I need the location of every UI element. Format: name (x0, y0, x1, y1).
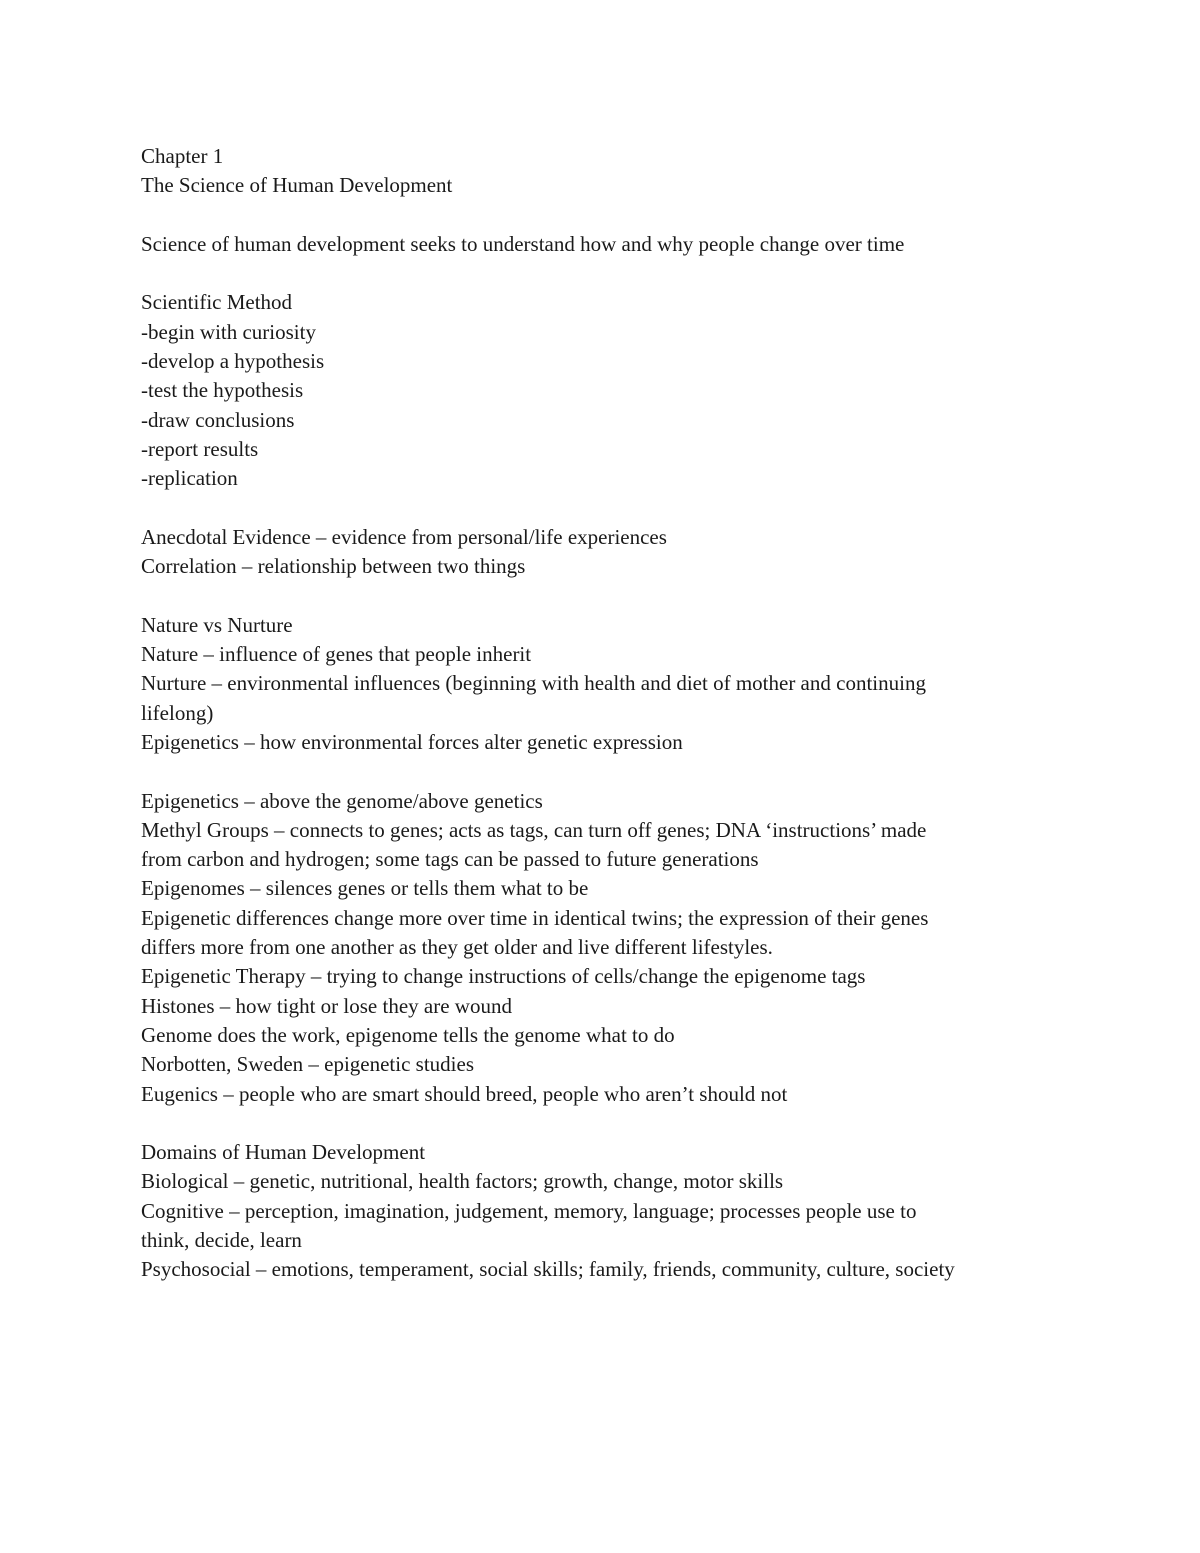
genome-note: Genome does the work, epigenome tells the genome what to do (141, 1022, 675, 1047)
biological-domain: Biological – genetic, nutritional, health factors; growth, change, motor skills (141, 1169, 784, 1194)
twins-note-line1: Epigenetic differences change more over time in identical twins; the expression of their genes (141, 905, 929, 930)
blank-line (141, 1109, 1061, 1138)
document-body (141, 142, 1061, 1285)
cognitive-domain-line2: think, decide, learn (141, 1227, 302, 1252)
nurture-definition-line1: Nurture – environmental influences (beginning with health and diet of mother and continuing (141, 671, 926, 696)
method-step: -report results (141, 436, 259, 461)
cognitive-domain-line1: Cognitive – perception, imagination, judgement, memory, language; processes people use to (141, 1198, 917, 1223)
epigenetics-brief-definition: Epigenetics – how environmental forces alter genetic expression (141, 729, 683, 754)
nature-nurture-heading: Nature vs Nurture (141, 612, 293, 637)
blank-line (141, 581, 1061, 610)
blank-line (141, 494, 1061, 523)
histones-definition: Histones – how tight or lose they are wound (141, 993, 512, 1018)
blank-line (141, 201, 1061, 230)
norbotten-note: Norbotten, Sweden – epigenetic studies (141, 1052, 475, 1077)
epigenetics-definition: Epigenetics – above the genome/above genetics (141, 788, 543, 813)
eugenics-definition: Eugenics – people who are smart should breed, people who aren’t should not (141, 1081, 788, 1106)
method-step: -test the hypothesis (141, 378, 304, 403)
anecdotal-evidence-definition: Anecdotal Evidence – evidence from personal/life experiences (141, 524, 667, 549)
method-step: -develop a hypothesis (141, 349, 325, 374)
blank-line (141, 259, 1061, 288)
blank-line (141, 757, 1061, 786)
correlation-definition: Correlation – relationship between two things (141, 554, 526, 579)
epigenetic-therapy-definition: Epigenetic Therapy – trying to change instructions of cells/change the epigenome tags (141, 964, 866, 989)
methyl-groups-line1: Methyl Groups – connects to genes; acts as tags, can turn off genes; DNA ‘instructions’ made (141, 817, 927, 842)
chapter-label: Chapter 1 (141, 144, 224, 168)
chapter-title: The Science of Human Development (141, 173, 453, 198)
method-step: -begin with curiosity (141, 319, 316, 344)
nature-definition: Nature – influence of genes that people inherit (141, 642, 532, 667)
psychosocial-domain: Psychosocial – emotions, temperament, social skills; family, friends, community, culture, society (141, 1257, 955, 1282)
nurture-definition-line2: lifelong) (141, 700, 214, 725)
epigenomes-definition: Epigenomes – silences genes or tells them what to be (141, 876, 589, 901)
methyl-groups-line2: from carbon and hydrogen; some tags can be passed to future generations (141, 847, 759, 872)
domains-heading: Domains of Human Development (141, 1140, 426, 1165)
scientific-method-heading: Scientific Method (141, 290, 293, 315)
intro-text: Science of human development seeks to understand how and why people change over time (141, 231, 905, 256)
method-step: -replication (141, 466, 238, 491)
twins-note-line2: differs more from one another as they get older and live different lifestyles. (141, 935, 773, 960)
method-step: -draw conclusions (141, 407, 295, 432)
